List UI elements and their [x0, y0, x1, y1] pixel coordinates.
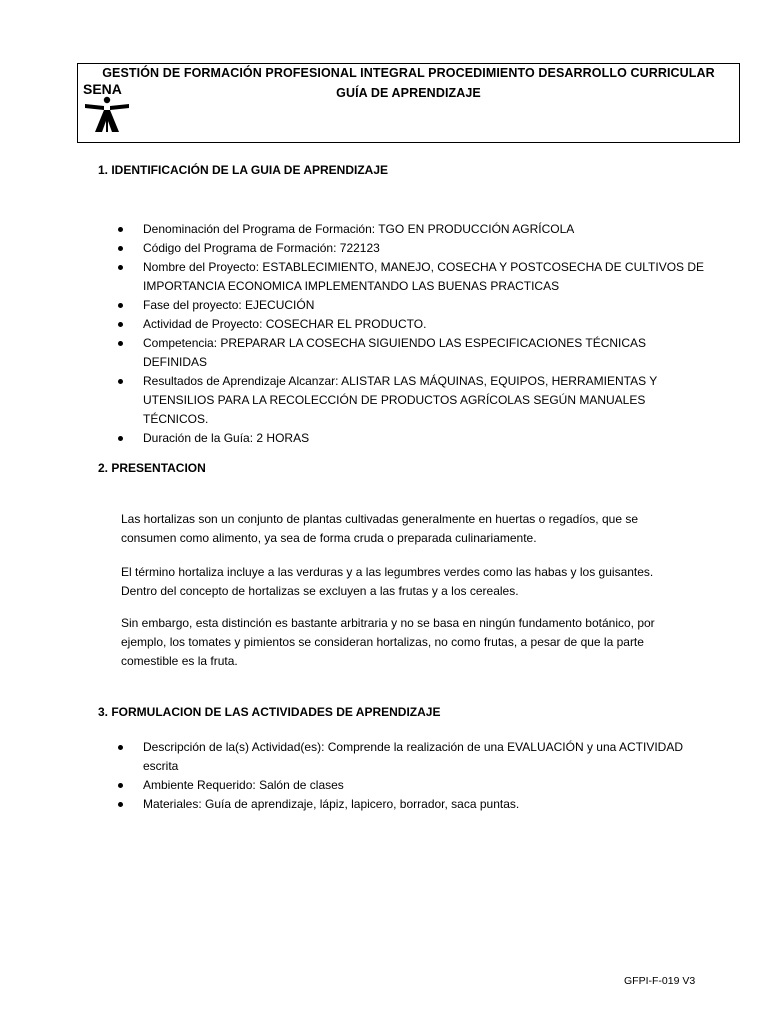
- list-item: Descripción de la(s) Actividad(es): Comprende la realización de una EVALUACIÓN y una ACTIVIDAD escrita: [118, 738, 708, 776]
- bullet-icon: [118, 303, 123, 308]
- paragraph: Las hortalizas son un conjunto de plantas cultivadas generalmente en huertas o regadíos, que se consumen como alimento, ya sea de forma cruda o preparada culinariamente.: [121, 512, 639, 545]
- header-title: GESTIÓN DE FORMACIÓN PROFESIONAL INTEGRAL PROCEDIMIENTO DESARROLLO CURRICULAR: [102, 66, 715, 80]
- header-subtitle: GUÍA DE APRENDIZAJE: [336, 86, 481, 100]
- bullet-icon: [118, 246, 123, 251]
- section2-title: 2. PRESENTACION: [98, 461, 206, 475]
- list-item: Materiales: Guía de aprendizaje, lápiz, lapicero, borrador, saca puntas.: [118, 795, 708, 814]
- section1-list: [118, 220, 708, 448]
- logo-text: SENA: [83, 81, 122, 97]
- list-item: Duración de la Guía: 2 HORAS: [118, 429, 708, 448]
- list-item: Actividad de Proyecto: COSECHAR EL PRODUCTO.: [118, 315, 708, 334]
- bullet-icon: [118, 745, 123, 750]
- bullet-icon: [118, 783, 123, 788]
- list-item: Denominación del Programa de Formación: TGO EN PRODUCCIÓN AGRÍCOLA: [118, 220, 708, 239]
- bullet-icon: [118, 802, 123, 807]
- paragraph: Sin embargo, esta distinción es bastante arbitraria y no se basa en ningún fundamento botánico, por ejemplo, los tomates y pimientos se consideran hortalizas, no como frutas, a pesar de que la parte comestible es la fruta.: [121, 616, 655, 668]
- bullet-icon: [118, 227, 123, 232]
- bullet-icon: [118, 341, 123, 346]
- bullet-icon: [118, 322, 123, 327]
- list-item: Competencia: PREPARAR LA COSECHA SIGUIENDO LAS ESPECIFICACIONES TÉCNICAS DEFINIDAS: [118, 334, 708, 372]
- section3-list: [118, 738, 708, 814]
- document-code: GFPI-F-019 V3: [624, 975, 696, 987]
- paragraph: El término hortaliza incluye a las verduras y a las legumbres verdes como las habas y los guisantes. Dentro del concepto de hortalizas se excluyen a las frutas y a los cereales.: [121, 565, 654, 598]
- bullet-icon: [118, 379, 123, 384]
- list-item: Ambiente Requerido: Salón de clases: [118, 776, 708, 795]
- section3-title: 3. FORMULACION DE LAS ACTIVIDADES DE APRENDIZAJE: [98, 705, 441, 719]
- list-item: Resultados de Aprendizaje Alcanzar: ALISTAR LAS MÁQUINAS, EQUIPOS, HERRAMIENTAS Y UTENSILIOS PARA LA RECOLECCIÓN DE PRODUCTOS AGRÍCOLAS SEGÚN MANUALES TÉCNICOS.: [118, 372, 708, 429]
- list-item: Código del Programa de Formación: 722123: [118, 239, 708, 258]
- bullet-icon: [118, 436, 123, 441]
- section1-title: 1. IDENTIFICACIÓN DE LA GUIA DE APRENDIZAJE: [98, 163, 389, 177]
- bullet-icon: [118, 265, 123, 270]
- list-item: Fase del proyecto: EJECUCIÓN: [118, 296, 708, 315]
- list-item: Nombre del Proyecto: ESTABLECIMIENTO, MANEJO, COSECHA Y POSTCOSECHA DE CULTIVOS DE IMPORTANCIA ECONOMICA IMPLEMENTANDO LAS BUENAS PRACTICAS: [118, 258, 708, 296]
